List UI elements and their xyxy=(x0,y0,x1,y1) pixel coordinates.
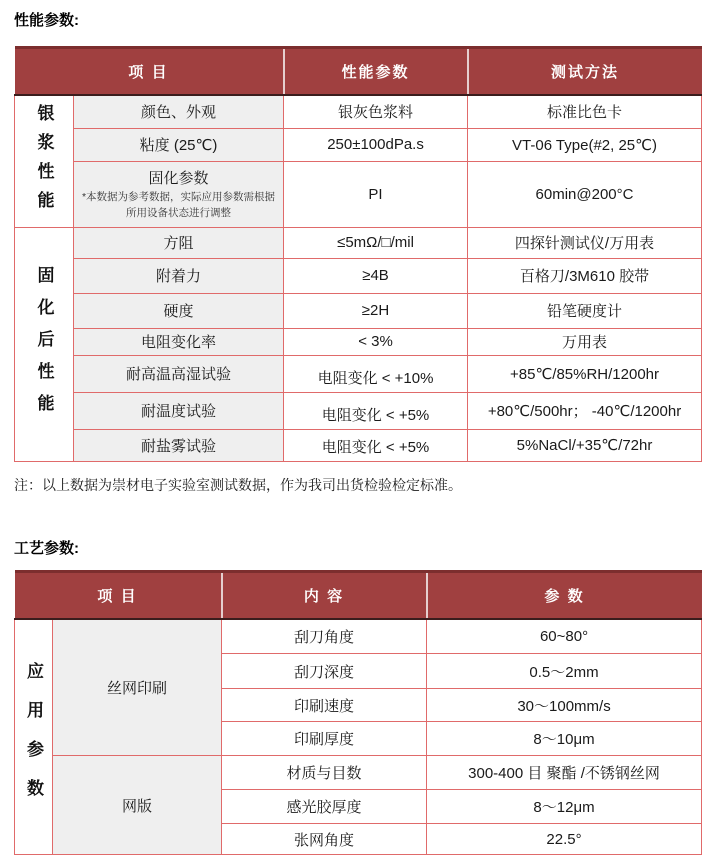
table-footnote: 注：以上数据为崇材电子实验室测试数据，作为我司出货检验检定标准。 xyxy=(14,476,701,494)
perf-param-cell: 250±100dPa.s xyxy=(284,128,468,161)
proc-content-cell: 印刷厚度 xyxy=(222,722,427,756)
perf-item-cell: 颜色、外观 xyxy=(74,95,284,128)
perf-param-cell: PI xyxy=(284,161,468,227)
table-row xyxy=(15,392,702,429)
table-row xyxy=(15,293,702,328)
proc-content-cell: 印刷速度 xyxy=(222,689,427,722)
perf-method-cell: VT-06 Type(#2, 25℃) xyxy=(468,128,702,161)
perf-method-cell: +80℃/500hr； -40℃/1200hr xyxy=(468,392,702,429)
perf-item-cell: 电阻变化率 xyxy=(74,328,284,355)
proc-param-cell: 60~80° xyxy=(427,619,702,654)
table-row xyxy=(15,258,702,293)
header-content: 内 容 xyxy=(222,571,427,619)
perf-method-cell: 四探针测试仪/万用表 xyxy=(468,227,702,258)
table-row xyxy=(15,355,702,392)
perf-method-cell: 百格刀/3M610 胶带 xyxy=(468,258,702,293)
group-cell-application xyxy=(15,619,53,855)
perf-item-main: 固化参数 xyxy=(78,167,279,188)
perf-method-cell: 60min@200°C xyxy=(468,161,702,227)
perf-param-cell: ≥2H xyxy=(284,293,468,328)
perf-item-cell xyxy=(74,161,284,227)
perf-method-cell: 万用表 xyxy=(468,328,702,355)
proc-content-cell: 刮刀深度 xyxy=(222,654,427,689)
table-row xyxy=(15,161,702,227)
perf-param-cell: 电阻变化 < +5% xyxy=(284,429,468,461)
perf-method-cell: 铅笔硬度计 xyxy=(468,293,702,328)
performance-header-row xyxy=(15,48,702,96)
table-row xyxy=(15,227,702,258)
subgroup-cell-screen: 网版 xyxy=(53,756,222,855)
perf-param-cell: ≤5mΩ/□/mil xyxy=(284,227,468,258)
perf-method-cell: 5%NaCl/+35℃/72hr xyxy=(468,429,702,461)
perf-item-note: *本数据为参考数据，实际应用参数需根据所用设备状态进行调整 xyxy=(78,190,279,222)
proc-param-cell: 22.5° xyxy=(427,824,702,855)
performance-table xyxy=(14,46,702,462)
perf-method-cell: +85℃/85%RH/1200hr xyxy=(468,355,702,392)
proc-content-cell: 感光胶厚度 xyxy=(222,790,427,824)
table-row xyxy=(15,128,702,161)
perf-method-cell: 标准比色卡 xyxy=(468,95,702,128)
perf-item-cell: 硬度 xyxy=(74,293,284,328)
group-label-paste: 银浆性能 xyxy=(32,104,57,220)
table-row xyxy=(15,95,702,128)
group-label-cured: 固化后性能 xyxy=(32,266,57,426)
proc-content-cell: 材质与目数 xyxy=(222,756,427,790)
header-item: 项 目 xyxy=(15,48,284,96)
table-row xyxy=(15,619,702,654)
table-row xyxy=(15,429,702,461)
group-cell-paste xyxy=(15,95,74,227)
proc-param-cell: 8～10μm xyxy=(427,722,702,756)
perf-item-cell: 耐温度试验 xyxy=(74,392,284,429)
proc-param-cell: 0.5～2mm xyxy=(427,654,702,689)
header-item: 项 目 xyxy=(15,571,222,619)
perf-item-cell: 附着力 xyxy=(74,258,284,293)
proc-param-cell: 30～100mm/s xyxy=(427,689,702,722)
perf-param-cell: 银灰色浆料 xyxy=(284,95,468,128)
perf-param-cell: < 3% xyxy=(284,328,468,355)
process-table xyxy=(14,570,702,855)
perf-param-cell: ≥4B xyxy=(284,258,468,293)
subgroup-cell-screen-printing: 丝网印刷 xyxy=(53,619,222,756)
perf-item-cell: 粘度 (25℃) xyxy=(74,128,284,161)
proc-param-cell: 300-400 目 聚酯 /不锈钢丝网 xyxy=(427,756,702,790)
perf-item-cell: 耐高温高湿试验 xyxy=(74,355,284,392)
perf-param-cell: 电阻变化 < +5% xyxy=(284,392,468,429)
perf-item-cell: 耐盐雾试验 xyxy=(74,429,284,461)
header-param: 参 数 xyxy=(427,571,702,619)
header-method: 测试方法 xyxy=(468,48,702,96)
perf-param-cell: 电阻变化 < +10% xyxy=(284,355,468,392)
group-cell-cured xyxy=(15,227,74,461)
perf-item-cell: 方阻 xyxy=(74,227,284,258)
performance-section-title: 性能参数: xyxy=(14,12,701,30)
proc-content-cell: 刮刀角度 xyxy=(222,619,427,654)
group-label-application: 应用参数 xyxy=(21,662,46,818)
proc-content-cell: 张网角度 xyxy=(222,824,427,855)
process-section-title: 工艺参数: xyxy=(14,540,701,558)
header-param: 性能参数 xyxy=(284,48,468,96)
process-header-row xyxy=(15,571,702,619)
table-row xyxy=(15,328,702,355)
table-row xyxy=(15,756,702,790)
proc-param-cell: 8～12μm xyxy=(427,790,702,824)
